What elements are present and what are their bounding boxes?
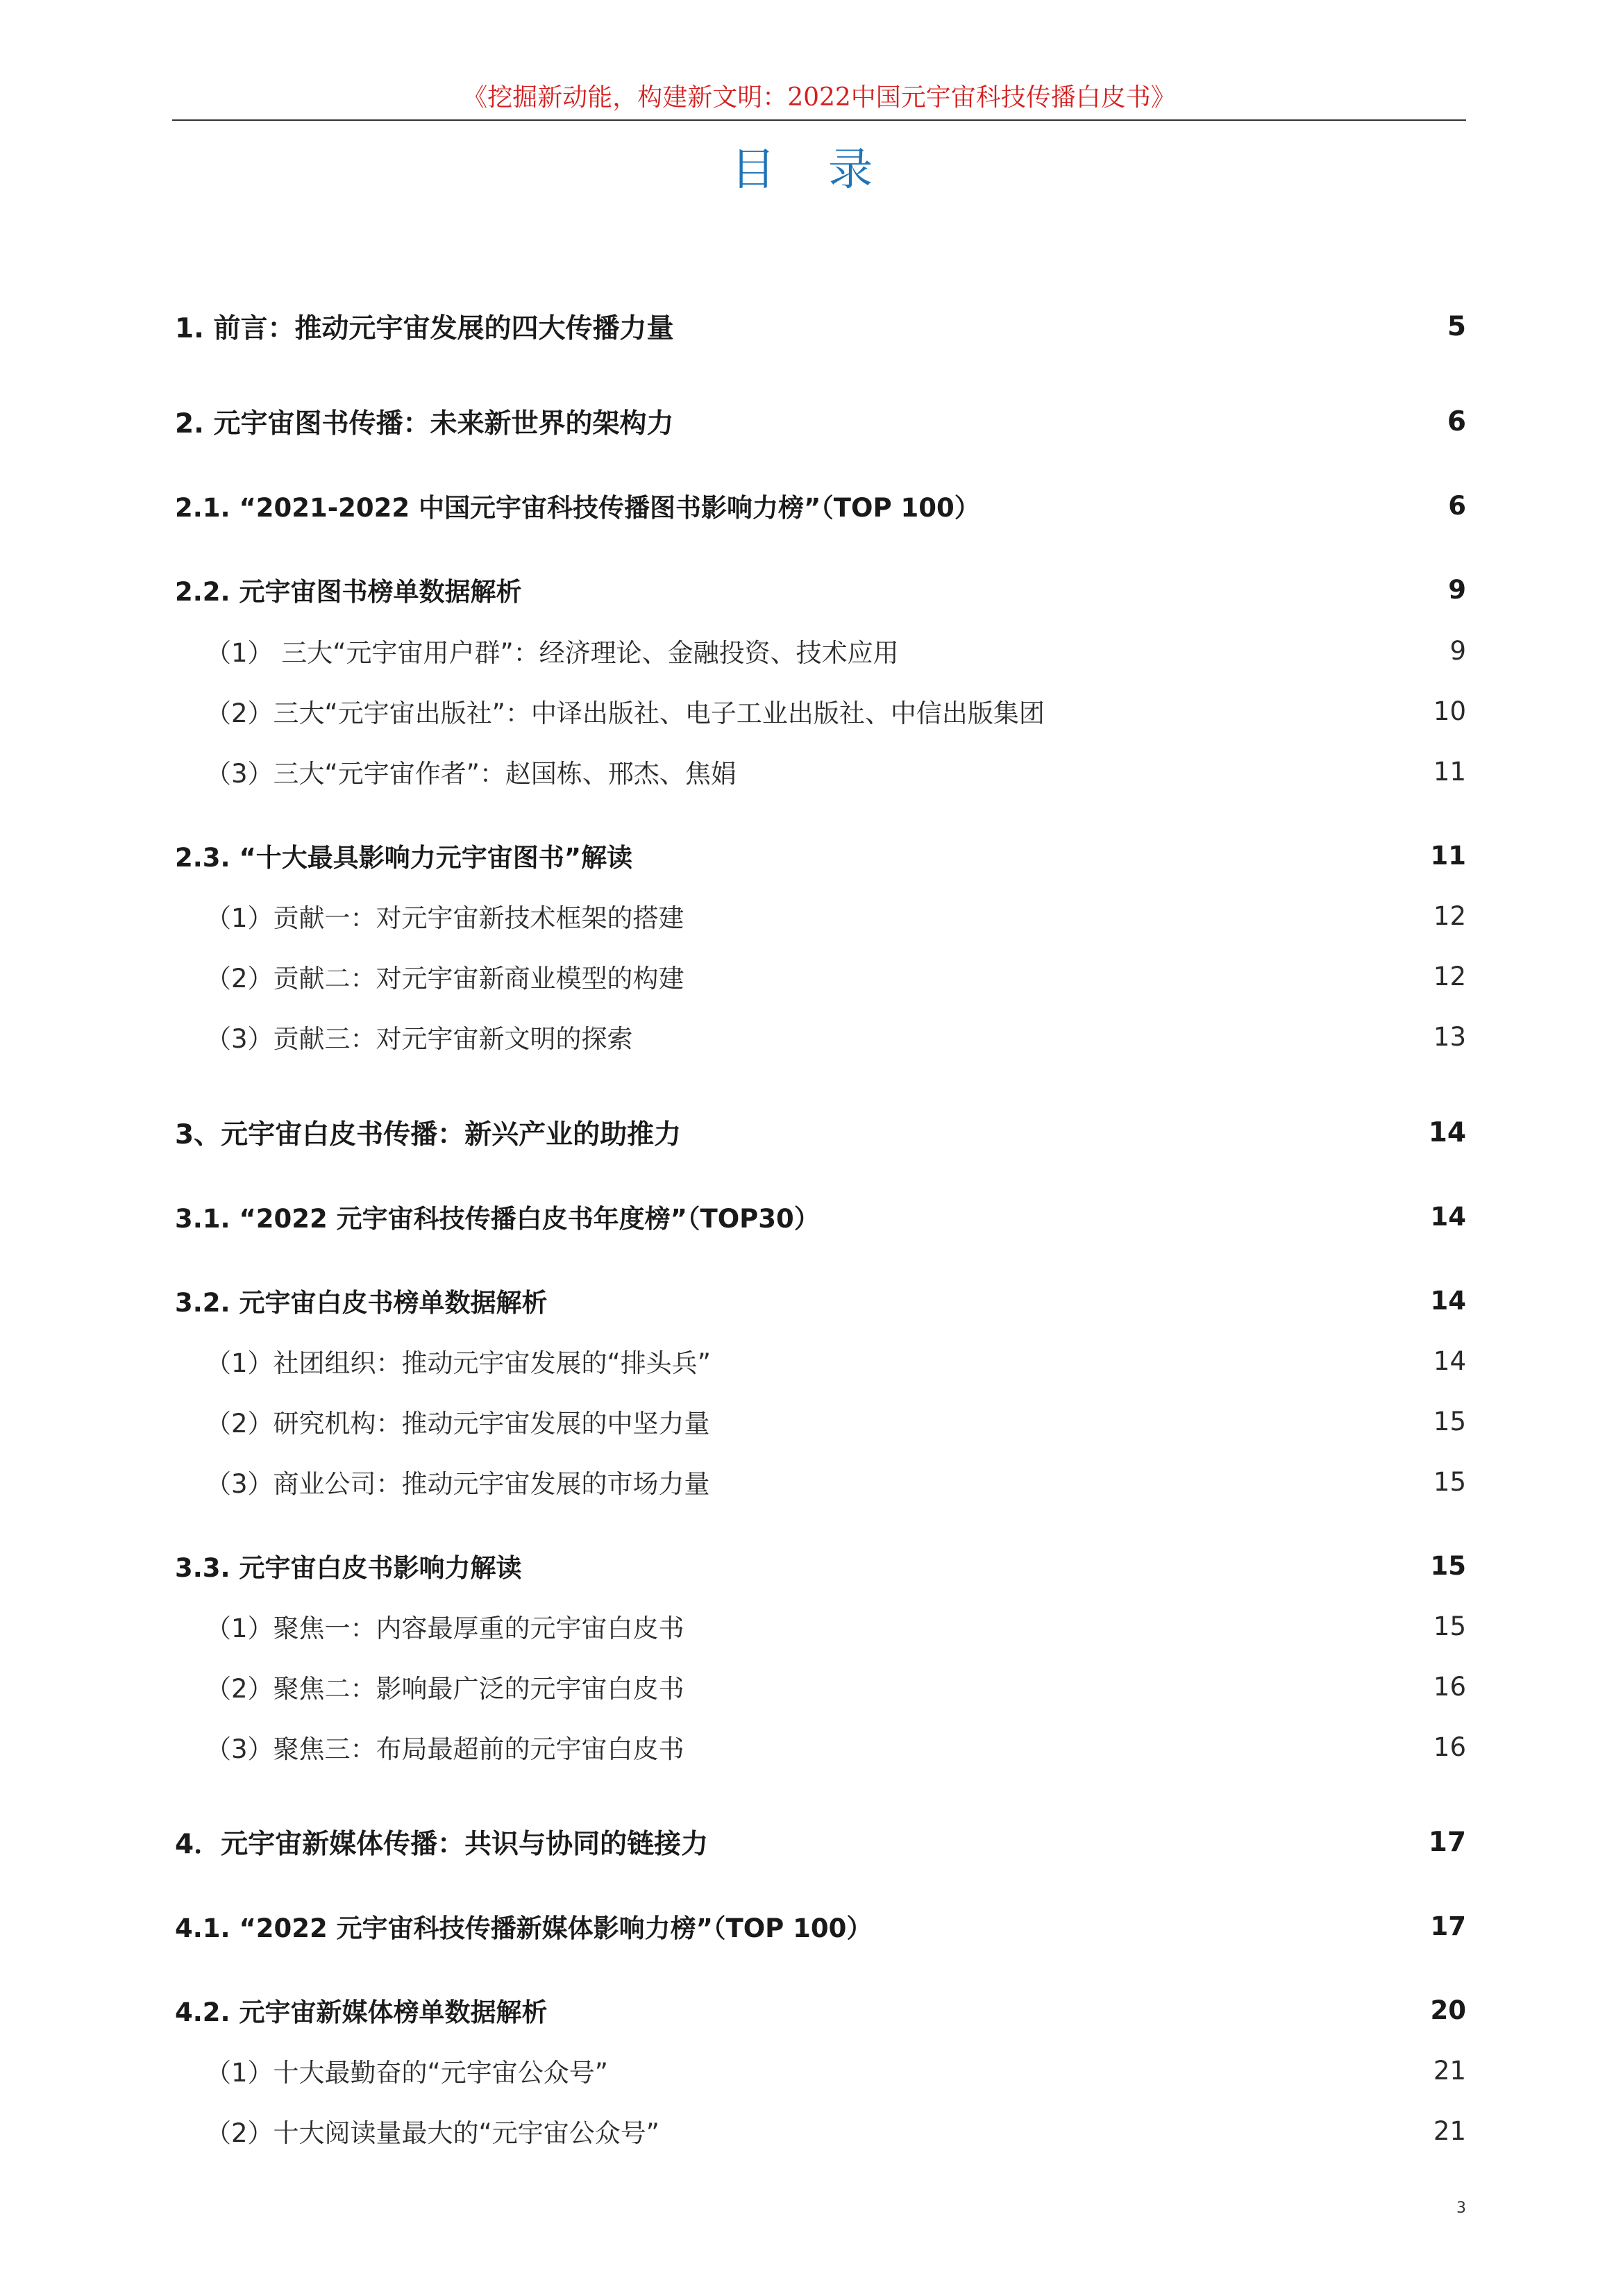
toc-entry-3-1[interactable] xyxy=(175,1194,1466,1239)
toc-entry-page: 12 xyxy=(1433,961,1466,991)
toc-entry-text: 2.2. 元宇宙图书榜单数据解析 xyxy=(175,577,522,607)
toc-entry-page: 14 xyxy=(1433,1346,1466,1376)
toc-entry-3-3[interactable] xyxy=(175,1543,1466,1588)
toc-entry-text: 1. 前言：推动元宇宙发展的四大传播力量 xyxy=(175,313,674,344)
toc-entry-page: 17 xyxy=(1430,1911,1466,1941)
toc-entry-text: （1） 三大“元宇宙用户群”：经济理论、金融投资、技术应用 xyxy=(205,638,899,668)
toc-entry-page: 11 xyxy=(1430,840,1466,871)
running-header: 《挖掘新动能，构建新文明：2022中国元宇宙科技传播白皮书》 xyxy=(462,83,1176,112)
toc-entry-3-2-1[interactable] xyxy=(205,1339,1466,1383)
toc-entry-2-3-3[interactable] xyxy=(205,1014,1466,1059)
toc-entry-page: 11 xyxy=(1433,756,1466,787)
toc-entry-page: 15 xyxy=(1433,1406,1466,1436)
toc-entry-page: 14 xyxy=(1428,1116,1466,1148)
toc-entry-2-2-1[interactable] xyxy=(205,628,1466,673)
toc-entry-text: （1）贡献一：对元宇宙新技术框架的搭建 xyxy=(205,903,684,933)
toc-entry-text: 3.1. “2022 元宇宙科技传播白皮书年度榜”（TOP30） xyxy=(175,1204,820,1234)
toc-entry-text: （2）研究机构：推动元宇宙发展的中坚力量 xyxy=(205,1409,710,1439)
toc-entry-3-3-3[interactable] xyxy=(205,1725,1466,1769)
toc-entry-4-2-1[interactable] xyxy=(205,2048,1466,2093)
toc-entry-text: （3）贡献三：对元宇宙新文明的探索 xyxy=(205,1024,633,1054)
toc-entry-page: 21 xyxy=(1433,2115,1466,2146)
toc-entry-page: 14 xyxy=(1430,1285,1466,1316)
toc-entry-2-2[interactable] xyxy=(175,567,1466,612)
toc-entry-2-3[interactable] xyxy=(175,833,1466,878)
toc-entry-text: 3.3. 元宇宙白皮书影响力解读 xyxy=(175,1553,522,1583)
toc-entry-text: （1）聚焦一：内容最厚重的元宇宙白皮书 xyxy=(205,1614,684,1643)
toc-entry-2-3-1[interactable] xyxy=(205,894,1466,938)
toc-entry-text: （2）聚焦二：影响最广泛的元宇宙白皮书 xyxy=(205,1674,684,1704)
toc-entry-page: 9 xyxy=(1448,574,1466,605)
toc-entry-4-1[interactable] xyxy=(175,1904,1466,1948)
toc-entry-page: 13 xyxy=(1433,1021,1466,1052)
toc-entry-1[interactable] xyxy=(175,304,1466,349)
toc-entry-text: 2.3. “十大最具影响力元宇宙图书”解读 xyxy=(175,843,633,873)
toc-entry-page: 10 xyxy=(1433,696,1466,726)
toc-entry-text: （2）贡献二：对元宇宙新商业模型的构建 xyxy=(205,964,684,994)
toc-entry-2-1[interactable] xyxy=(175,483,1466,528)
toc-entry-text: （1）十大最勤奋的“元宇宙公众号” xyxy=(205,2058,608,2088)
toc-entry-3[interactable] xyxy=(175,1110,1466,1155)
toc-entry-page: 17 xyxy=(1428,1826,1466,1858)
toc-entry-text: （3）三大“元宇宙作者”：赵国栋、邢杰、焦娟 xyxy=(205,759,737,789)
toc-title: 目 录 xyxy=(730,144,893,196)
toc-entry-4-2-2[interactable] xyxy=(205,2109,1466,2153)
toc-entry-page: 5 xyxy=(1447,310,1466,342)
toc-entry-3-2[interactable] xyxy=(175,1278,1466,1323)
header-divider xyxy=(172,119,1466,121)
toc-entry-text: （2）十大阅读量最大的“元宇宙公众号” xyxy=(205,2118,659,2148)
toc-entry-page: 9 xyxy=(1449,635,1466,666)
toc-entry-page: 16 xyxy=(1433,1671,1466,1702)
toc-entry-text: （2）三大“元宇宙出版社”：中译出版社、电子工业出版社、中信出版集团 xyxy=(205,698,1045,728)
toc-entry-text: 4.2. 元宇宙新媒体榜单数据解析 xyxy=(175,1997,548,2027)
page-number: 3 xyxy=(1456,2199,1466,2217)
toc-entry-page: 15 xyxy=(1433,1466,1466,1497)
toc-entry-text: 3.2. 元宇宙白皮书榜单数据解析 xyxy=(175,1288,548,1318)
toc-entry-2-2-2[interactable] xyxy=(205,689,1466,733)
toc-entry-page: 6 xyxy=(1448,490,1466,521)
toc-entry-3-3-2[interactable] xyxy=(205,1664,1466,1709)
toc-entry-page: 6 xyxy=(1447,405,1466,437)
toc-entry-3-2-3[interactable] xyxy=(205,1459,1466,1504)
toc-entry-text: （3）商业公司：推动元宇宙发展的市场力量 xyxy=(205,1469,710,1499)
toc-entry-page: 16 xyxy=(1433,1732,1466,1762)
toc-entry-text: 3、元宇宙白皮书传播：新兴产业的助推力 xyxy=(175,1119,682,1150)
toc-entry-page: 12 xyxy=(1433,900,1466,931)
toc-entry-text: 4.1. “2022 元宇宙科技传播新媒体影响力榜”（TOP 100） xyxy=(175,1913,873,1943)
toc-entry-page: 14 xyxy=(1430,1201,1466,1232)
toc-entry-text: 2. 元宇宙图书传播：未来新世界的架构力 xyxy=(175,408,674,439)
toc-entry-page: 20 xyxy=(1430,1995,1466,2025)
toc-entry-page: 21 xyxy=(1433,2055,1466,2086)
toc-entry-text: 4．元宇宙新媒体传播：共识与协同的链接力 xyxy=(175,1829,709,1860)
toc-entry-3-3-1[interactable] xyxy=(205,1604,1466,1648)
toc-entry-text: （3）聚焦三：布局最超前的元宇宙白皮书 xyxy=(205,1734,684,1764)
toc-entry-page: 15 xyxy=(1433,1611,1466,1641)
toc-entry-text: （1）社团组织：推动元宇宙发展的“排头兵” xyxy=(205,1348,711,1378)
toc-entry-2[interactable] xyxy=(175,399,1466,444)
toc-entry-4[interactable] xyxy=(175,1820,1466,1864)
toc-entry-4-2[interactable] xyxy=(175,1988,1466,2032)
toc-entry-2-2-3[interactable] xyxy=(205,749,1466,794)
toc-entry-2-3-2[interactable] xyxy=(205,954,1466,998)
toc-entry-page: 15 xyxy=(1430,1550,1466,1581)
toc-entry-text: 2.1. “2021-2022 中国元宇宙科技传播图书影响力榜”（TOP 100） xyxy=(175,493,980,523)
toc-entry-3-2-2[interactable] xyxy=(205,1399,1466,1443)
